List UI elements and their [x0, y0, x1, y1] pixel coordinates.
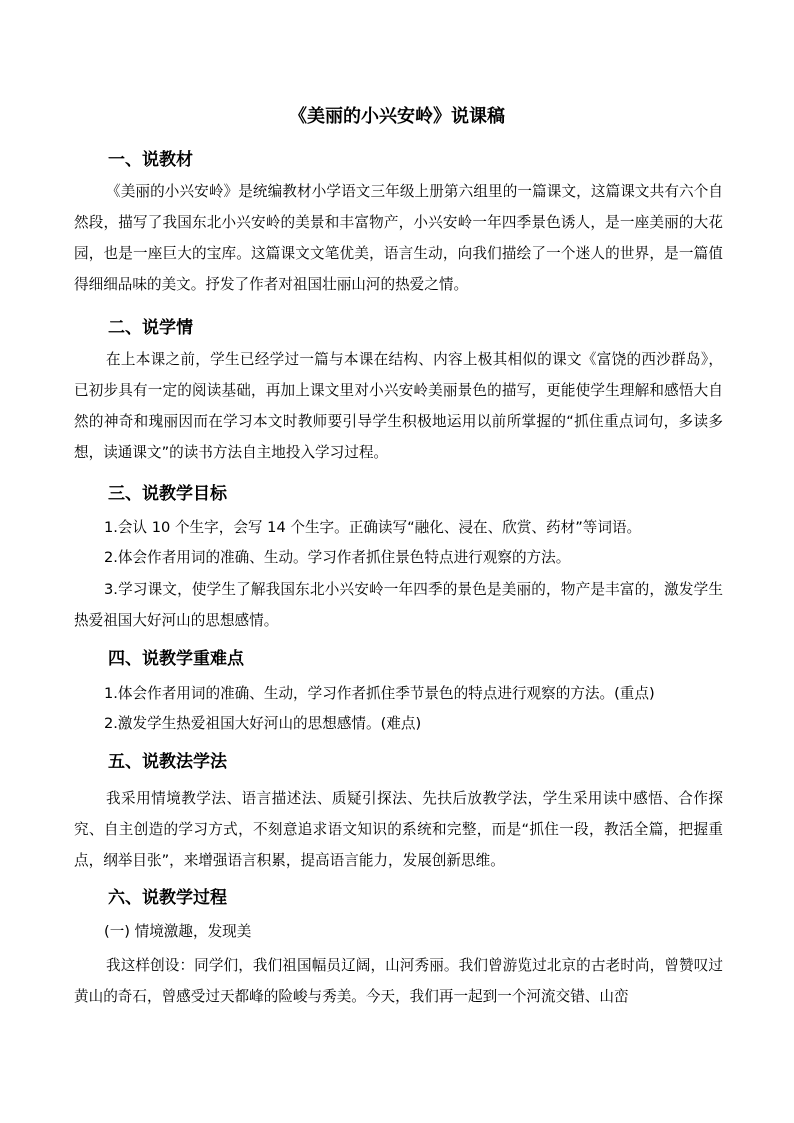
- section-paragraph-textbook: 《美丽的小兴安岭》是统编教材小学语文三年级上册第六组里的一篇课文，这篇课文共有六个自然段，描写了我国东北小兴安岭的美景和丰富物产，小兴安岭一年四季景色诱人，是一座美丽的大花园，也是一座巨大的宝库。这篇课文文笔优美，语言生动，向我们描绘了一个迷人的世界，是一篇值得细细品味的美文。抒发了作者对祖国壮丽山河的热爱之情。: [74, 183, 723, 293]
- section-heading-methods: 五、说教法学法: [108, 752, 227, 772]
- section-paragraph-methods: 我采用情境教学法、语言描述法、质疑引探法、先扶后放教学法，学生采用读中感悟、合作探究、自主创造的学习方式，不刻意追求语文知识的系统和完整，而是“抓住一段，教活全篇，把握重点，纲举目张”，来增强语言积累，提高语言能力，发展创新思维。: [74, 790, 723, 869]
- key-point-item-2: 2.激发学生热爱祖国大好河山的思想感情。(难点): [104, 715, 422, 732]
- key-point-item-1: 1.体会作者用词的准确、生动，学习作者抓住季节景色的特点进行观察的方法。(重点): [104, 685, 655, 702]
- objective-item-1: 1.会认 10 个生字，会写 14 个生字。正确读写“融化、浸在、欣赏、药材”等词语。: [104, 519, 642, 536]
- section-heading-students: 二、说学情: [108, 318, 193, 338]
- section-heading-textbook: 一、说教材: [108, 150, 193, 170]
- section-paragraph-process: 我这样创设：同学们，我们祖国幅员辽阔，山河秀丽。我们曾游览过北京的古老时尚，曾赞叹过黄山的奇石，曾感受过天都峰的险峻与秀美。今天，我们再一起到一个河流交错、山峦: [74, 957, 723, 1005]
- section-heading-objectives: 三、说教学目标: [108, 484, 227, 504]
- objective-item-2: 2.体会作者用词的准确、生动。学习作者抓住景色特点进行观察的方法。: [104, 549, 571, 566]
- process-subheading: (一) 情境激趣，发现美: [104, 923, 252, 940]
- section-heading-process: 六、说教学过程: [108, 888, 227, 908]
- objective-item-3: 3.学习课文，使学生了解我国东北小兴安岭一年四季的景色是美丽的，物产是丰富的，激发学生热爱祖国大好河山的思想感情。: [74, 581, 723, 629]
- section-paragraph-students: 在上本课之前，学生已经学过一篇与本课在结构、内容上极其相似的课文《富饶的西沙群岛》，已初步具有一定的阅读基础，再加上课文里对小兴安岭美丽景色的描写，更能使学生理解和感悟大自然的神奇和瑰丽因而在学习本文时教师要引导学生积极地运用以前所掌握的“抓住重点词句，多读多想，读通课文”的读书方法自主地投入学习过程。: [74, 351, 723, 461]
- document-title: 《美丽的小兴安岭》说课稿: [289, 106, 505, 127]
- section-heading-key-points: 四、说教学重难点: [108, 649, 244, 669]
